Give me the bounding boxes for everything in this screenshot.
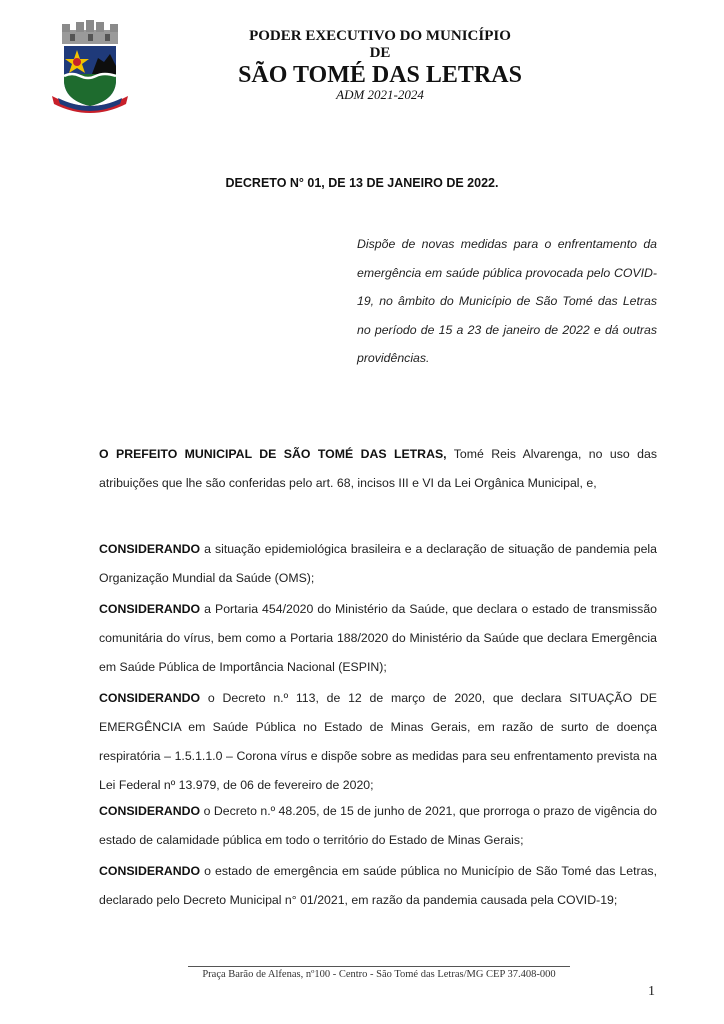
preamble-text: Tomé Reis Alvarenga, no uso das atribuições que lhe são conferidas pelo art. 68, incisos III e VI da Lei Orgânica Municipal, e,: [99, 447, 657, 490]
considerando-label: CONSIDERANDO: [99, 542, 201, 556]
considerando-text: a Portaria 454/2020 do Ministério da Saúde, que declara o estado de transmissão comunitária do vírus, bem como a Portaria 188/2020 do Ministério da Saúde que declara Emergência em Saúde Pública de Importância Nacional (ESPIN);: [99, 602, 657, 674]
considerando-paragraph: [99, 535, 657, 593]
considerando-paragraph: [99, 797, 657, 855]
administration-period: ADM 2021-2024: [336, 87, 424, 102]
decree-summary: Dispõe de novas medidas para o enfrentamento da emergência em saúde pública provocada pelo COVID-19, no âmbito do Município de São Tomé das Letras no período de 15 a 23 de janeiro de 2022 e dá outras providências.: [357, 237, 657, 365]
letterhead: [200, 28, 560, 102]
footer-divider: [188, 966, 570, 967]
considerando-paragraph: [99, 595, 657, 682]
considerando-text: o Decreto n.º 113, de 12 de março de 2020, que declara SITUAÇÃO DE EMERGÊNCIA em Saúde Pública no Estado de Minas Gerais, em razão de surto de doença respiratória – 1.5.1.1.0 – Corona vírus e dispõe sobre as medidas para seu enfrentamento prevista na Lei Federal nº 13.979, de 06 de fevereiro de 2020;: [99, 691, 657, 792]
letterhead-line-1: PODER EXECUTIVO DO MUNICÍPIO: [249, 28, 511, 44]
footer-address: Praça Barão de Alfenas, nº100 - Centro - São Tomé das Letras/MG CEP 37.408-000: [202, 969, 556, 980]
considerando-label: CONSIDERANDO: [99, 864, 201, 878]
letterhead-line-2: DE: [369, 45, 391, 61]
considerando-text: o Decreto n.º 48.205, de 15 de junho de 2021, que prorroga o prazo de vigência do estado de calamidade pública em todo o território do Estado de Minas Gerais;: [99, 804, 657, 847]
considerando-label: CONSIDERANDO: [99, 691, 201, 705]
preamble-paragraph: [99, 440, 657, 498]
considerando-label: CONSIDERANDO: [99, 602, 201, 616]
considerando-text: o estado de emergência em saúde pública no Município de São Tomé das Letras, declarado pelo Decreto Municipal n° 01/2021, em razão da pandemia causada pela COVID-19;: [99, 864, 657, 907]
considerando-label: CONSIDERANDO: [99, 804, 201, 818]
considerando-text: a situação epidemiológica brasileira e a declaração de situação de pandemia pela Organização Mundial da Saúde (OMS);: [99, 542, 657, 585]
municipality-name: SÃO TOMÉ DAS LETRAS: [238, 62, 522, 88]
decree-title: DECRETO N° 01, DE 13 DE JANEIRO DE 2022.: [225, 176, 499, 190]
municipal-crest-icon: [48, 18, 132, 114]
considerando-paragraph: [99, 684, 657, 800]
page-number: 1: [648, 984, 655, 999]
preamble-bold: O PREFEITO MUNICIPAL DE SÃO TOMÉ DAS LETRAS,: [99, 447, 447, 461]
considerando-paragraph: [99, 857, 657, 915]
